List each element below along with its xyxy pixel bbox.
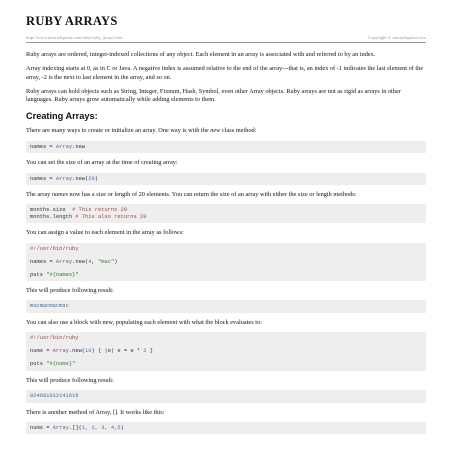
url-bar xyxy=(26,35,426,43)
code-comment: #!/usr/bin/ruby xyxy=(30,245,79,252)
create-paragraph xyxy=(26,127,426,135)
output-block-2: 024681012141618 xyxy=(26,390,426,403)
code-block-2 xyxy=(26,173,426,186)
code-token: names xyxy=(30,258,47,265)
code-comment: # This returns 20 xyxy=(72,207,128,214)
page-url: http://www.tutorialspoint.com/ruby/ruby_arrays.htm xyxy=(26,35,123,40)
code-token: , xyxy=(91,258,99,265)
intro-paragraph-2: Array indexing starts at 0, as in C or Java. A negative index is assumed relative to the end of the array---that is, an index of -1 indicates the last element of the array, -2 is the next to last element in the array, and so on. xyxy=(26,65,424,81)
code-token: months.size xyxy=(30,207,73,214)
section-heading: Creating Arrays: xyxy=(26,111,98,122)
page-title: RUBY ARRAYS xyxy=(26,14,118,28)
result-paragraph-1: This will produce following result: xyxy=(26,287,114,295)
names-text-after: now has a size or length of 20 elements. You can return the size of an array with either the size or length methods: xyxy=(67,191,357,199)
code-block-4 xyxy=(26,243,426,282)
code-token: Array xyxy=(55,258,73,265)
create-text-emphasis: new xyxy=(210,127,221,135)
size-paragraph: You can set the size of an array at the time of creating array: xyxy=(26,159,178,167)
code-token: = xyxy=(46,175,56,182)
block-paragraph: You can also use a block with new, populating each element with what the block evaluates to: xyxy=(26,318,262,326)
code-token: nums xyxy=(30,348,43,355)
code-token: 10 xyxy=(85,348,92,355)
code-token: ) xyxy=(114,258,118,265)
assign-paragraph: You can assign a value to each element in the array as follows: xyxy=(26,229,184,237)
code-token: 1, 2, 3, 4,5 xyxy=(81,424,121,431)
code-block-5 xyxy=(26,332,426,371)
code-token: 4 xyxy=(88,258,92,265)
copyright-text: Copyright © tutorialspoint.com xyxy=(368,35,426,40)
code-token: 2 xyxy=(143,348,147,355)
document-page xyxy=(26,14,426,434)
code-token: months.length xyxy=(30,213,76,220)
code-token: = xyxy=(42,348,53,355)
code-token: Array xyxy=(55,175,73,182)
code-token: names xyxy=(30,175,47,182)
create-text-before: There are many ways to create or initialize an array. One way is with the xyxy=(26,127,211,135)
code-token: = xyxy=(46,258,56,265)
code-token: .new( xyxy=(72,175,89,182)
names-text-before: The array xyxy=(26,191,52,199)
code-token: .new( xyxy=(72,258,89,265)
code-token: ) xyxy=(120,424,124,431)
code-token: = xyxy=(42,424,53,431)
result-paragraph-2: This will produce following result: xyxy=(26,376,114,384)
code-token: Array xyxy=(52,348,69,355)
code-token: .new xyxy=(72,143,86,150)
code-token: puts xyxy=(30,271,47,278)
code-token: puts xyxy=(30,361,47,368)
code-token: nums xyxy=(30,424,43,431)
names-paragraph xyxy=(26,191,426,199)
code-token: } xyxy=(146,348,154,355)
intro-paragraph-1: Ruby arrays are ordered, integer-indexed collections of any object. Each element in an array is associated with and referred to by an index. xyxy=(26,51,376,58)
code-token: names xyxy=(30,143,47,150)
create-text-after: class method: xyxy=(220,127,257,135)
code-comment: # This also returns 20 xyxy=(75,213,147,220)
another-paragraph: There is another method of Array, []. It works like this: xyxy=(26,408,165,416)
code-block-1 xyxy=(26,141,426,154)
code-string: "#{names}" xyxy=(46,271,79,278)
code-token: Array xyxy=(52,424,69,431)
intro-paragraph-3: Ruby arrays can hold objects such as String, Integer, Fixnum, Hash, Symbol, even other Array objects. Ruby arrays are not as rigid as arrays in other languages. Ruby arrays grow automatically while adding elements to them. xyxy=(26,87,401,104)
code-token: .new( xyxy=(68,348,86,355)
names-text-emphasis: names xyxy=(51,191,68,199)
code-string: "mac" xyxy=(98,258,115,265)
code-token: ) { |e| e = e * xyxy=(91,348,144,355)
code-token: ) xyxy=(94,175,99,182)
code-token: = xyxy=(46,143,56,150)
output-block-1: macmacmacmac xyxy=(26,300,426,313)
code-comment: #!/usr/bin/ruby xyxy=(30,335,79,342)
code-string: "#{nums}" xyxy=(46,361,76,368)
code-block-6 xyxy=(26,422,426,435)
code-token: .[]( xyxy=(68,424,82,431)
code-token: 20 xyxy=(88,175,95,182)
code-block-3 xyxy=(26,204,426,223)
code-token: Array xyxy=(55,143,73,150)
